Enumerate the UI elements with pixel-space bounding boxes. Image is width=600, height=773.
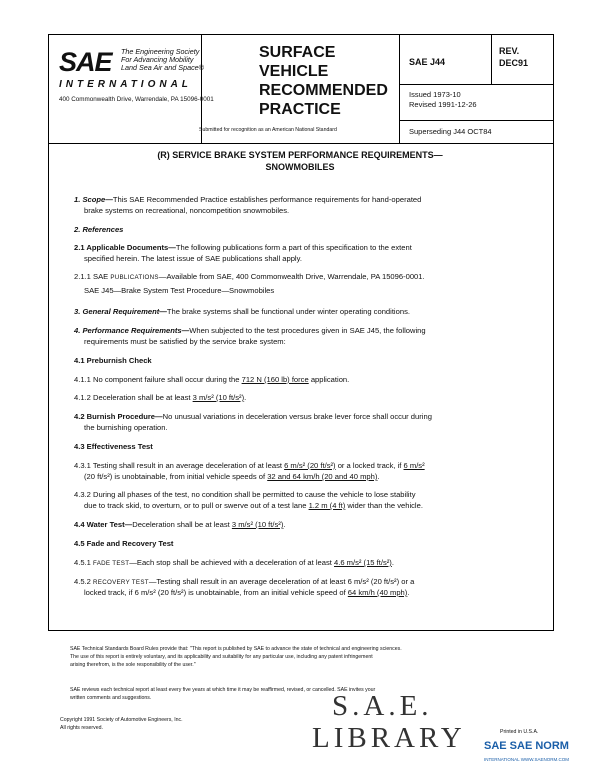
section-4-3-2: 4.3.2 During all phases of the test, no condition shall be permitted to cause the vehicle to lose stability [74,490,416,499]
printed-note: Printed in U.S.A. [500,729,539,735]
section-2: 2. References [74,225,124,234]
sae-norm-sub: INTERNATIONAL WWW.SAENORM.COM [484,757,569,762]
section-2-1-cont: specified herein. The latest issue of SAE publications shall apply. [84,254,302,263]
section-4-1: 4.1 Preburnish Check [74,356,152,365]
divider [491,35,492,84]
section-4-2: 4.2 Burnish Procedure—No unusual variations in deceleration versus brake lever force shall occur during [74,412,432,421]
section-4-1-2: 4.1.2 Deceleration shall be at least 3 m/s² (10 ft/s²). [74,393,247,402]
section-4-1-1: 4.1.1 No component failure shall occur during the 712 N (160 lb) force application. [74,375,350,384]
sae-tagline: The Engineering Society For Advancing Mobility Land Sea Air and Space® [121,47,204,72]
superseding: Superseding J44 OCT84 [409,127,492,136]
section-3: 3. General Requirement—The brake systems shall be functional under winter operating conditions. [74,307,410,316]
sae-norm-logo: SAE SAE NORM [484,740,569,752]
copyright: Copyright 1991 Society of Automotive Engineers, Inc. All rights reserved. [60,717,183,731]
section-4-2-cont: the burnishing operation. [84,423,168,432]
section-2-1-1: 2.1.1 SAE PUBLICATIONS—Available from SAE, 400 Commonwealth Drive, Warrendale, PA 15096-0001. [74,272,425,281]
section-4-5-1: 4.5.1 FADE TEST—Each stop shall be achieved with a deceleration of at least 4.6 m/s² (15 ft/s²). [74,558,394,567]
section-4-5: 4.5 Fade and Recovery Test [74,539,174,548]
section-1-cont: brake systems on recreational, noncompetition snowmobiles. [84,206,290,215]
section-4-4: 4.4 Water Test—Deceleration shall be at least 3 m/s² (10 ft/s²). [74,520,286,529]
divider [399,84,553,85]
issue-dates: Issued 1973-10 Revised 1991-12-26 [409,90,477,109]
library-stamp-line1: S.A.E. [332,690,433,722]
submitted-note: Submitted for recognition as an American National Standard [199,127,337,133]
doc-number: SAE J44 [409,57,446,67]
divider [399,35,400,143]
international-label: INTERNATIONAL [59,79,192,90]
section-4-5-2: 4.5.2 RECOVERY TEST—Testing shall result in an average deceleration of at least 6 m/s² (20 ft/s²) or a [74,577,415,586]
section-4-3-1-cont: (20 ft/s²) is unobtainable, from initial vehicle speeds of 32 and 64 km/h (20 and 40 mph). [84,472,380,481]
revision: REV. DEC91 [499,46,529,68]
section-4-5-2-cont: locked track, if 6 m/s² (20 ft/s²) is unobtainable, from an initial vehicle speed of 64 km/h (40 mph). [84,588,410,597]
document-title: (R) SERVICE BRAKE SYSTEM PERFORMANCE REQUIREMENTS— SNOWMOBILES [157,150,443,172]
section-4-cont: requirements must be satisfied by the service brake system: [84,337,286,346]
board-rules-note: SAE Technical Standards Board Rules provide that: "This report is published by SAE to advance the state of technical and engineering sciences. The use of this report is entirely voluntary, and its applicability and suitability for any particular use, including any patent infringement arising therefrom, is the sole responsibility of the user." [70,646,402,668]
review-note: SAE reviews each technical report at least every five years at which time it may be reaffirmed, revised, or cancelled. SAE invites your written comments and suggestions. [70,687,376,701]
section-4-3-1: 4.3.1 Testing shall result in an average deceleration of at least 6 m/s² (20 ft/s²) or a locked track, if 6 m/s² [74,461,425,470]
section-4: 4. Performance Requirements—When subjected to the test procedures given in SAE J45, the following [74,326,426,335]
doc-type: SURFACE VEHICLE RECOMMENDED PRACTICE [259,44,388,118]
sae-logo: SAE [59,47,112,77]
section-2-1: 2.1 Applicable Documents—The following publications form a part of this specification to the extent [74,243,412,252]
section-4-3-2-cont: due to track skid, to overturn, or to pull or swerve out of a test lane 1.2 m (4 ft) wider than the vehicle. [84,501,423,510]
section-2-1-1-ref: SAE J45—Brake System Test Procedure—Snowmobiles [84,286,275,295]
address: 400 Commonwealth Drive, Warrendale, PA 15096-0001 [59,96,214,103]
divider [399,120,553,121]
section-1: 1. Scope—This SAE Recommended Practice establishes performance requirements for hand-operated [74,195,422,204]
header-box [48,34,554,144]
section-4-3: 4.3 Effectiveness Test [74,442,153,451]
library-stamp-line2: LIBRARY [312,722,466,754]
